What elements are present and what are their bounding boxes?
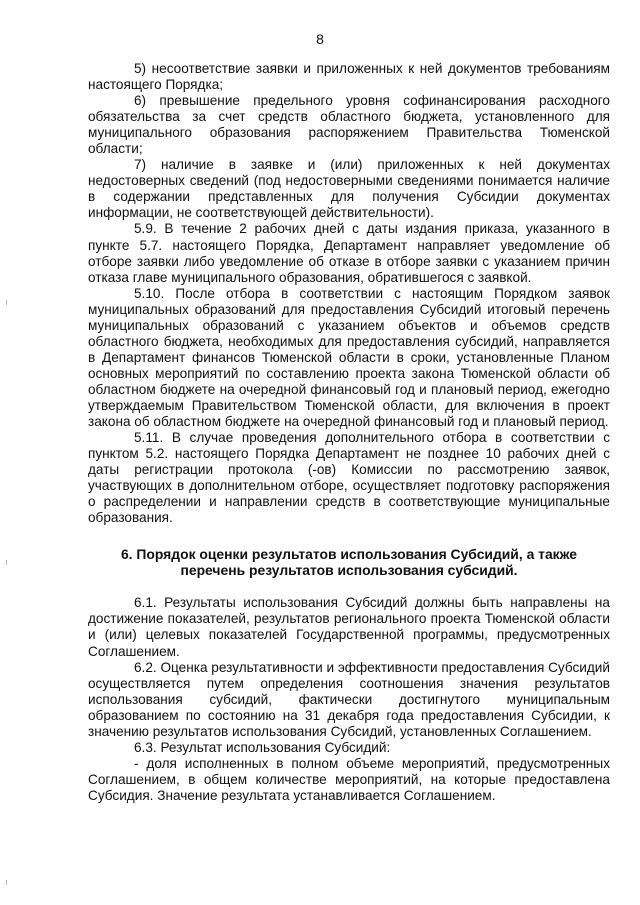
paragraph-item-7: 7) наличие в заявке и (или) приложенных к ней документах недостоверных сведений (под недостоверными сведениями понимается наличие в содержании представленных для получения Субсидии документах информации, не соответствующей действительности). (88, 157, 610, 221)
paragraph-5-11: 5.11. В случае проведения дополнительного отбора в соответствии с пунктом 5.2. настоящего Порядка Департамент не позднее 10 рабочих дней с даты регистрации протокола (-ов) Комиссии по рассмотрению заявок, участвующих в дополнительном отборе, осуществляет подготовку распоряжения о распределении и направлении средств в соответствующие муниципальные образования. (88, 430, 610, 526)
paragraph-6-2: 6.2. Оценка результативности и эффективности предоставления Субсидий осуществляется путем определения соотношения значения результатов использования субсидий, фактически достигнутого муниципальным образованием по состоянию на 31 декабря года предоставления Субсидии, к значению результатов использования Субсидий, установленных Соглашением. (88, 659, 610, 739)
section-heading: 6. Порядок оценки результатов использования Субсидий, а также перечень результатов использования субсидий. (120, 546, 578, 579)
spacer (88, 526, 610, 546)
scan-edge-mark (6, 300, 7, 305)
paragraph-6-3: 6.3. Результат использования Субсидий: (134, 739, 391, 755)
scan-edge-mark (6, 560, 7, 565)
paragraph-6-1: 6.1. Результаты использования Субсидий должны быть направлены на достижение показателей, результатов регионального проекта Тюменской области и (или) целевых показателей Государственной программы, предусмотренных Соглашением. (88, 595, 610, 659)
scan-edge-mark (6, 880, 7, 885)
paragraph-5-10: 5.10. После отбора в соответствии с настоящим Порядком заявок муниципальных образований для предоставления Субсидий итоговый перечень муниципальных образований с указанием объектов и объемов средств областного бюджета, необходимых для предоставления субсидий, направляется в Департамент финансов Тюменской области в сроки, установленные Планом основных мероприятий по составлению проекта закона Тюменской области об областном бюджете на очередной финансовый год и плановый период, ежегодно утверждаемым Правительством Тюменской области, для включения в проект закона об областном бюджете на очередной финансовый год и плановый период. (88, 285, 610, 430)
document-body (88, 61, 610, 804)
paragraph-item-6: 6) превышение предельного уровня софинансирования расходного обязательства за счет средств областного бюджета, установленного для муниципального образования распоряжением Правительства Тюменской области; (88, 93, 610, 157)
paragraph-item-5: 5) несоответствие заявки и приложенных к ней документов требованиям настоящего Порядка; (88, 61, 610, 93)
page-number: 8 (316, 31, 324, 47)
spacer (88, 578, 610, 595)
paragraph-5-9: 5.9. В течение 2 рабочих дней с даты издания приказа, указанного в пункте 5.7. настоящего Порядка, Департамент направляет уведомление об отборе заявки либо уведомление об отказе в отборе заявки с указанием причин отказа главе муниципального образования, обратившегося с заявкой. (88, 221, 610, 285)
paragraph-6-3-item: - доля исполненных в полном объеме мероприятий, предусмотренных Соглашением, в общем количестве мероприятий, на которые предоставлена Субсидия. Значение результата устанавливается Соглашением. (88, 755, 610, 803)
